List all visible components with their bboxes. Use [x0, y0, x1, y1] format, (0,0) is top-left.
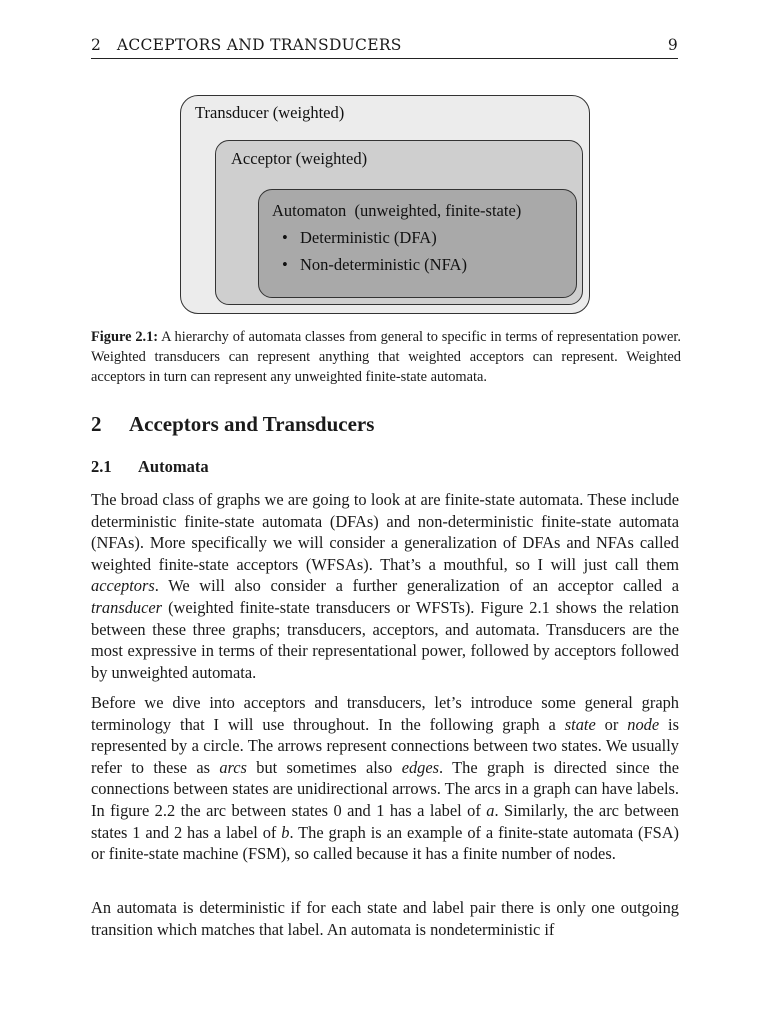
text-run: (weighted finite-state transducers or WFSTs). Figure 2.1 shows the relation between these three graphs; transducers, acceptors, and automata. Transducers are the most expressive in terms of their representational power, followed by acceptors followed by unweighted automata.	[91, 597, 679, 682]
acceptor-label: Acceptor (weighted)	[231, 149, 368, 168]
caption-text: A hierarchy of automata classes from general to specific in terms of representation power. Weighted transducers can represent anything that weighted acceptors can represent. Weighted acceptors in turn can represent any unweighted finite-state automata.	[91, 329, 682, 385]
bullet-nfa-text: Non-deterministic (NFA)	[300, 255, 467, 274]
figure-caption	[91, 327, 681, 387]
transducer-label: Transducer (weighted)	[195, 103, 345, 122]
emphasis-transducer: transducer	[91, 597, 163, 617]
bullet-icon: •	[282, 228, 288, 247]
paragraph-deterministic: An automata is deterministic if for each state and label pair there is only one outgoing transition which matches that label. An automata is nondeterministic if	[91, 898, 679, 939]
emphasis-arcs: arcs	[219, 757, 247, 777]
text-run: . The graph is directed since the connections between states are unidirectional arrows. The arcs in a graph can have labels. In figure 2.2 the arc between states 0 and 1 has a label of	[91, 757, 679, 820]
emphasis-edges: edges	[401, 757, 440, 777]
header-section-title: 2 ACCEPTORS AND TRANSDUCERS	[91, 36, 402, 54]
emphasis-state: state	[564, 714, 596, 734]
subsection-title: Automata	[138, 457, 209, 476]
section-number: 2	[91, 412, 102, 436]
page-number: 9	[667, 36, 678, 54]
automaton-label: Automaton (unweighted, finite-state)	[272, 201, 522, 220]
figure-automata-hierarchy	[0, 0, 768, 330]
bullet-dfa-text: Deterministic (DFA)	[300, 228, 437, 247]
bullet-icon: •	[282, 255, 288, 274]
emphasis-node: node	[627, 714, 660, 734]
text-run: . Similarly, the arc between states 1 and 2 has a label of	[91, 800, 679, 842]
bullet-nfa	[282, 255, 467, 275]
paragraph-terminology	[91, 692, 679, 865]
section-heading	[91, 412, 374, 437]
text-run: or	[595, 714, 628, 734]
section-title: Acceptors and Transducers	[129, 412, 375, 436]
bullet-dfa	[282, 228, 437, 248]
text-run: is represented by a circle. The arrows represent connections between two states. We usually refer to these as	[91, 714, 679, 777]
text-run: . We will also consider a further generalization of an acceptor called a	[154, 576, 679, 596]
paragraph-intro	[91, 489, 679, 683]
emphasis-acceptors: acceptors	[91, 576, 155, 596]
text-run: The broad class of graphs we are going to look at are finite-state automata. These include deterministic finite-state automata (DFAs) and non-deterministic finite-state automata (NFAs). More specifically we will consider a generalization of DFAs and NFAs called weighted finite-state acceptors (WFSAs). That’s a mouthful, so I will just call them	[91, 490, 679, 574]
caption-label: Figure 2.1:	[91, 329, 159, 345]
text-run: Before we dive into acceptors and transducers, let’s introduce some general graph terminology that I will use throughout. In the following graph a	[91, 693, 679, 734]
subsection-heading	[91, 457, 209, 477]
emphasis-label-b: b	[281, 822, 290, 842]
text-run: . The graph is an example of a finite-state automata (FSA) or finite-state machine (FSM), so called because it has a finite number of nodes.	[91, 822, 679, 864]
subsection-number: 2.1	[91, 457, 112, 476]
emphasis-label-a: a	[486, 800, 495, 820]
text-run: but sometimes also	[246, 757, 402, 777]
